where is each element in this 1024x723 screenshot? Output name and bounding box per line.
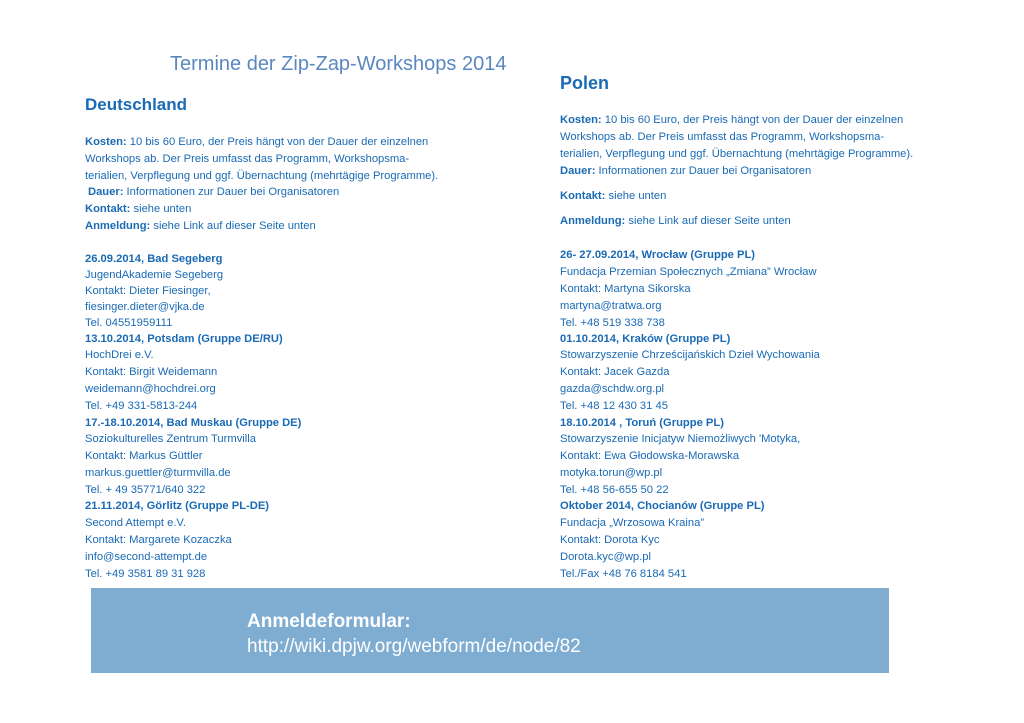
pl-anmeldung-text: siehe Link auf dieser Seite unten (628, 215, 791, 227)
pl-event-email[interactable]: Dorota.kyc@wp.pl (560, 551, 651, 563)
de-event-phone: Tel. 04551959111 (85, 317, 173, 329)
de-event-email[interactable]: weidemann@hochdrei.org (85, 383, 216, 395)
registration-banner (91, 588, 889, 673)
pl-anmeldung-line (560, 213, 791, 230)
de-kontakt-text: siehe unten (133, 203, 192, 215)
de-event-organisation: HochDrei e.V. (85, 349, 154, 361)
pl-event-organisation: Stowarzyszenie Chrześcijańskich Dzieł Wychowania (560, 349, 820, 361)
de-anmeldung-text: siehe Link auf dieser Seite unten (153, 220, 316, 232)
pl-event-contact: Kontakt: Jacek Gazda (560, 366, 670, 378)
pl-event-phone: Tel. +48 12 430 31 45 (560, 400, 668, 412)
de-event-contact: Kontakt: Dieter Fiesinger, (85, 285, 211, 297)
pl-event-email[interactable]: motyka.torun@wp.pl (560, 467, 663, 479)
pl-event-heading: 18.10.2014 , Toruń (Gruppe PL) (560, 417, 724, 429)
pl-event-organisation: Fundacja Przemian Społecznych „Zmiana” Wrocław (560, 266, 817, 278)
pl-kontakt-line (560, 188, 666, 205)
de-dauer-label: Dauer: (88, 186, 124, 198)
pl-dauer-text: Informationen zur Dauer bei Organisatoren (598, 165, 812, 177)
pl-event-phone: Tel./Fax +48 76 8184 541 (560, 568, 687, 580)
pl-anmeldung-label: Anmeldung: (560, 215, 626, 227)
section-heading-deutschland: Deutschland (85, 95, 188, 114)
de-kosten-line-3: terialien, Verpflegung und ggf. Übernachtung (mehrtägige Programme). (85, 170, 439, 182)
pl-kosten-line-1 (560, 112, 903, 129)
de-event-organisation: Soziokulturelles Zentrum Turmvilla (85, 433, 256, 445)
pl-event-contact: Kontakt: Dorota Kyc (560, 534, 660, 546)
de-event-email[interactable]: fiesinger.dieter@vjka.de (85, 301, 205, 313)
pl-event-organisation: Stowarzyszenie Inicjatyw Niemożliwych 'Motyka, (560, 433, 801, 445)
de-kosten-text-1: 10 bis 60 Euro, der Preis hängt von der Dauer der einzelnen (129, 136, 429, 148)
de-event-organisation: Second Attempt e.V. (85, 517, 186, 529)
de-dauer-line (88, 184, 339, 201)
de-event-heading: 26.09.2014, Bad Segeberg (85, 253, 223, 265)
de-kosten-line-2: Workshops ab. Der Preis umfasst das Programm, Workshopsma- (85, 153, 410, 165)
de-kontakt-line (85, 201, 191, 218)
de-kosten-line-1 (85, 134, 428, 151)
pl-event-phone: Tel. +48 519 338 738 (560, 317, 665, 329)
pl-event-heading: 01.10.2014, Kraków (Gruppe PL) (560, 333, 731, 345)
pl-event-phone: Tel. +48 56-655 50 22 (560, 484, 669, 496)
banner-title: Anmeldeformular: (247, 611, 411, 632)
pl-event-email[interactable]: gazda@schdw.org.pl (560, 383, 665, 395)
de-kontakt-label: Kontakt: (85, 203, 131, 215)
pl-event-organisation: Fundacja „Wrzosowa Kraina” (560, 517, 705, 529)
de-dauer-text: Informationen zur Dauer bei Organisatoren (126, 186, 340, 198)
de-event-contact: Kontakt: Markus Güttler (85, 450, 203, 462)
de-event-contact: Kontakt: Margarete Kozaczka (85, 534, 232, 546)
pl-event-email[interactable]: martyna@tratwa.org (560, 300, 662, 312)
de-event-email[interactable]: info@second-attempt.de (85, 551, 208, 563)
pl-kontakt-text: siehe unten (608, 190, 667, 202)
pl-kosten-text-1: 10 bis 60 Euro, der Preis hängt von der Dauer der einzelnen (604, 114, 904, 126)
de-event-phone: Tel. +49 331-5813-244 (85, 400, 198, 412)
pl-event-contact: Kontakt: Martyna Sikorska (560, 283, 691, 295)
pl-kontakt-label: Kontakt: (560, 190, 606, 202)
pl-dauer-label: Dauer: (560, 165, 596, 177)
de-event-organisation: JugendAkademie Segeberg (85, 269, 224, 281)
pl-dauer-line (560, 163, 811, 180)
pl-kosten-line-3: terialien, Verpflegung und ggf. Übernachtung (mehrtägige Programme). (560, 148, 914, 160)
de-anmeldung-line (85, 218, 316, 235)
pl-kosten-line-2: Workshops ab. Der Preis umfasst das Programm, Workshopsma- (560, 131, 885, 143)
de-event-email[interactable]: markus.guettler@turmvilla.de (85, 467, 231, 479)
pl-kosten-label: Kosten: (560, 114, 602, 126)
page-title: Termine der Zip-Zap-Workshops 2014 (170, 53, 507, 75)
pl-event-heading: 26- 27.09.2014, Wrocław (Gruppe PL) (560, 249, 756, 261)
section-heading-polen: Polen (560, 73, 610, 93)
de-event-heading: 17.-18.10.2014, Bad Muskau (Gruppe DE) (85, 417, 302, 429)
de-event-heading: 21.11.2014, Görlitz (Gruppe PL-DE) (85, 500, 270, 512)
pl-event-heading: Oktober 2014, Chocianów (Gruppe PL) (560, 500, 765, 512)
registration-link[interactable]: http://wiki.dpjw.org/webform/de/node/82 (247, 636, 581, 657)
de-anmeldung-label: Anmeldung: (85, 220, 151, 232)
de-event-phone: Tel. +49 3581 89 31 928 (85, 568, 206, 580)
pl-event-contact: Kontakt: Ewa Głodowska-Morawska (560, 450, 740, 462)
de-event-phone: Tel. + 49 35771/640 322 (85, 484, 206, 496)
de-event-heading: 13.10.2014, Potsdam (Gruppe DE/RU) (85, 333, 283, 345)
de-event-contact: Kontakt: Birgit Weidemann (85, 366, 218, 378)
de-kosten-label: Kosten: (85, 136, 127, 148)
